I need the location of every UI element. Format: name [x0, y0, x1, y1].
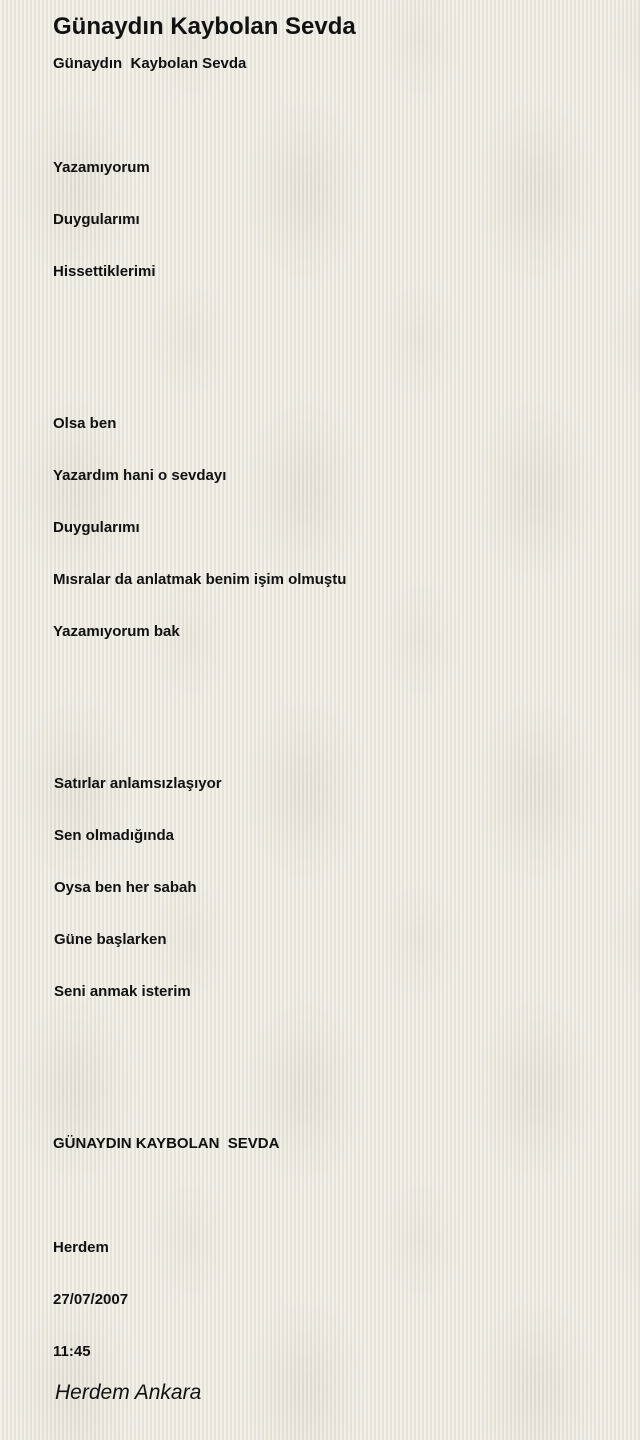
- poem-author: Herdem: [53, 1239, 109, 1256]
- poem-line: Sen olmadığında: [54, 827, 175, 844]
- page-title: Günaydın Kaybolan Sevda: [53, 13, 356, 40]
- poem-subtitle: Günaydın Kaybolan Sevda: [53, 55, 247, 72]
- poem-line: Yazardım hani o sevdayı: [53, 467, 227, 484]
- poem-line: Oysa ben her sabah: [54, 879, 197, 896]
- poem-line: Satırlar anlamsızlaşıyor: [54, 775, 222, 792]
- poem-closing-title: GÜNAYDIN KAYBOLAN SEVDA: [53, 1135, 280, 1152]
- author-signature: Herdem Ankara: [55, 1381, 202, 1404]
- poem-line: Güne başlarken: [54, 931, 167, 948]
- poem-line: Yazamıyorum: [53, 159, 150, 176]
- poem-line: Duygularımı: [53, 211, 140, 228]
- poem-line: Olsa ben: [53, 415, 117, 432]
- poem-line: Mısralar da anlatmak benim işim olmuştu: [53, 571, 347, 588]
- poem-line: Seni anmak isterim: [54, 983, 191, 1000]
- poem-line: Hissettiklerimi: [53, 263, 156, 280]
- poem-line: Yazamıyorum bak: [53, 623, 180, 640]
- poem-line: Duygularımı: [53, 519, 140, 536]
- poem-date: 27/07/2007: [53, 1291, 129, 1308]
- poem-time: 11:45: [53, 1343, 91, 1360]
